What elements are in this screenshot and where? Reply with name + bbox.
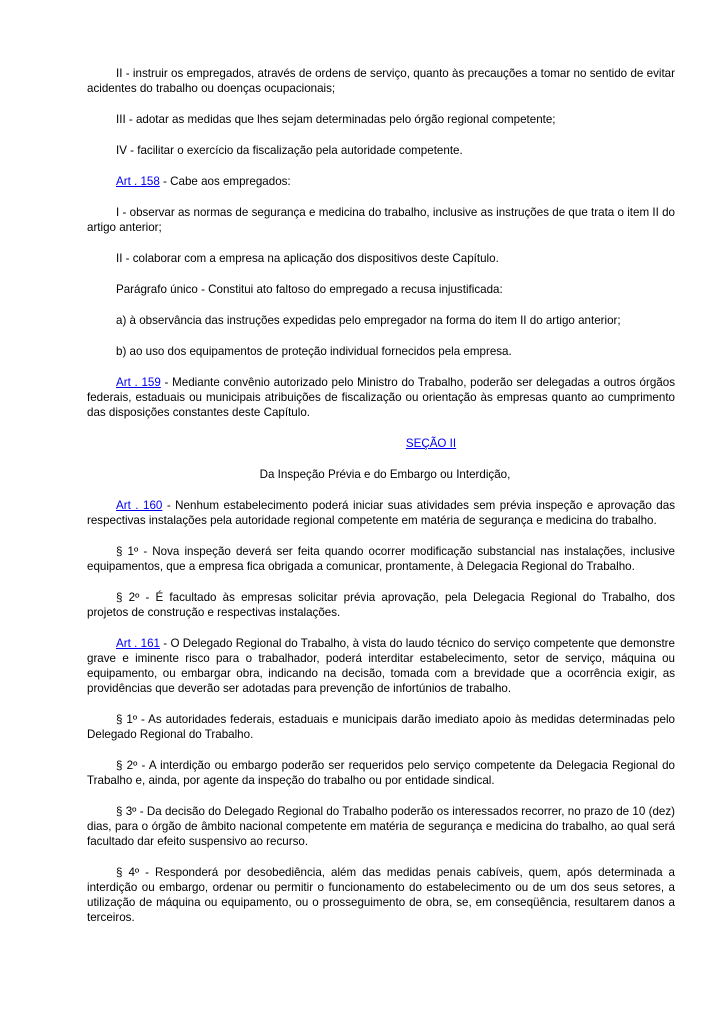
paragraph-art-161-par-3: § 3º - Da decisão do Delegado Regional do Trabalho poderão os interessados recorrer, no prazo de 10 (dez) dias, para o órgão de âmbito nacional competente em matéria de segurança e medicina do trabalho, ao qual será facultado dar efeito suspensivo ao recurso. [87,805,675,848]
paragraph-art-161-par-4: § 4º - Responderá por desobediência, além das medidas penais cabíveis, quem, após determinada a interdição ou embargo, ordenar ou permitir o funcionamento do estabelecimento ou de um dos seus setores, a utilização de máquina ou equipamento, ou o prosseguimento de obra, se, em conseqüência, resultarem danos a terceiros. [87,866,675,924]
document-page [87,66,675,941]
paragraph-unico: Parágrafo único - Constitui ato faltoso do empregado a recusa injustificada: [116,283,503,296]
paragraph-art-158-inciso-ii: II - colaborar com a empresa na aplicação dos dispositivos deste Capítulo. [116,252,499,265]
art-160-text: - Nenhum estabelecimento poderá iniciar suas atividades sem prévia inspeção e aprovação das respectivas instalações pela autoridade regional competente em matéria de segurança e medicina do trabalho. [87,499,676,527]
paragraph-art-158-inciso-i: I - observar as normas de segurança e medicina do trabalho, inclusive as instruções de que trata o item II do artigo anterior; [87,206,675,234]
paragraph-inciso-iii: III - adotar as medidas que lhes sejam determinadas pelo órgão regional competente; [116,113,556,126]
paragraph-inciso-iv: IV - facilitar o exercício da fiscalização pela autoridade competente. [116,144,463,157]
paragraph-art-158 [87,174,675,189]
paragraph-art-160-par-2: § 2º - É facultado às empresas solicitar prévia aprovação, pela Delegacia Regional do Trabalho, dos projetos de construção e respectivas instalações. [87,591,675,619]
section-heading [87,436,675,451]
paragraph-alinea-a: a) à observância das instruções expedidas pelo empregador na forma do item II do artigo anterior; [116,314,621,327]
paragraph-art-159 [87,375,675,420]
paragraph-art-161 [87,636,675,696]
section-title: Da Inspeção Prévia e do Embargo ou Interdição, [259,468,511,481]
paragraph-art-161-par-2: § 2º - A interdição ou embargo poderão ser requeridos pelo serviço competente da Delegacia Regional do Trabalho e, ainda, por agente da inspeção do trabalho ou por entidade sindical. [87,759,675,787]
art-159-text: - Mediante convênio autorizado pelo Ministro do Trabalho, poderão ser delegadas a outros órgãos federais, estaduais ou municipais atribuições de fiscalização ou orientação às empresas quanto ao cumprimento das disposições constantes deste Capítulo. [87,376,675,419]
art-161-text: - O Delegado Regional do Trabalho, à vista do laudo técnico do serviço competente que demonstre grave e iminente risco para o trabalhador, poderá interditar estabelecimento, setor de serviço, máquina ou equipamento, ou embargar obra, indicando na decisão, tomada com a brevidade que a ocorrência exigir, as providências que deverão ser adotadas para prevenção de infortúnios de trabalho. [87,637,675,695]
paragraph-art-160-par-1: § 1º - Nova inspeção deverá ser feita quando ocorrer modificação substancial nas instalações, inclusive equipamentos, que a empresa fica obrigada a comunicar, prontamente, à Delegacia Regional do Trabalho. [87,545,675,573]
art-159-link[interactable]: Art . 159 [116,376,161,389]
art-158-text: - Cabe aos empregados: [159,175,291,188]
paragraph-art-161-par-1: § 1º - As autoridades federais, estaduais e municipais darão imediato apoio às medidas determinadas pelo Delegado Regional do Trabalho. [87,713,675,741]
art-160-link[interactable]: Art . 160 [116,499,163,512]
paragraph-alinea-b: b) ao uso dos equipamentos de proteção individual fornecidos pela empresa. [116,345,512,358]
section-ii-link[interactable]: SEÇÃO II [405,437,457,450]
paragraph-art-160 [87,498,675,528]
art-161-link[interactable]: Art . 161 [116,637,160,650]
paragraph-inciso-ii: II - instruir os empregados, através de ordens de serviço, quanto às precauções a tomar no sentido de evitar acidentes do trabalho ou doenças ocupacionais; [87,67,675,95]
art-158-link[interactable]: Art . 158 [116,175,160,188]
